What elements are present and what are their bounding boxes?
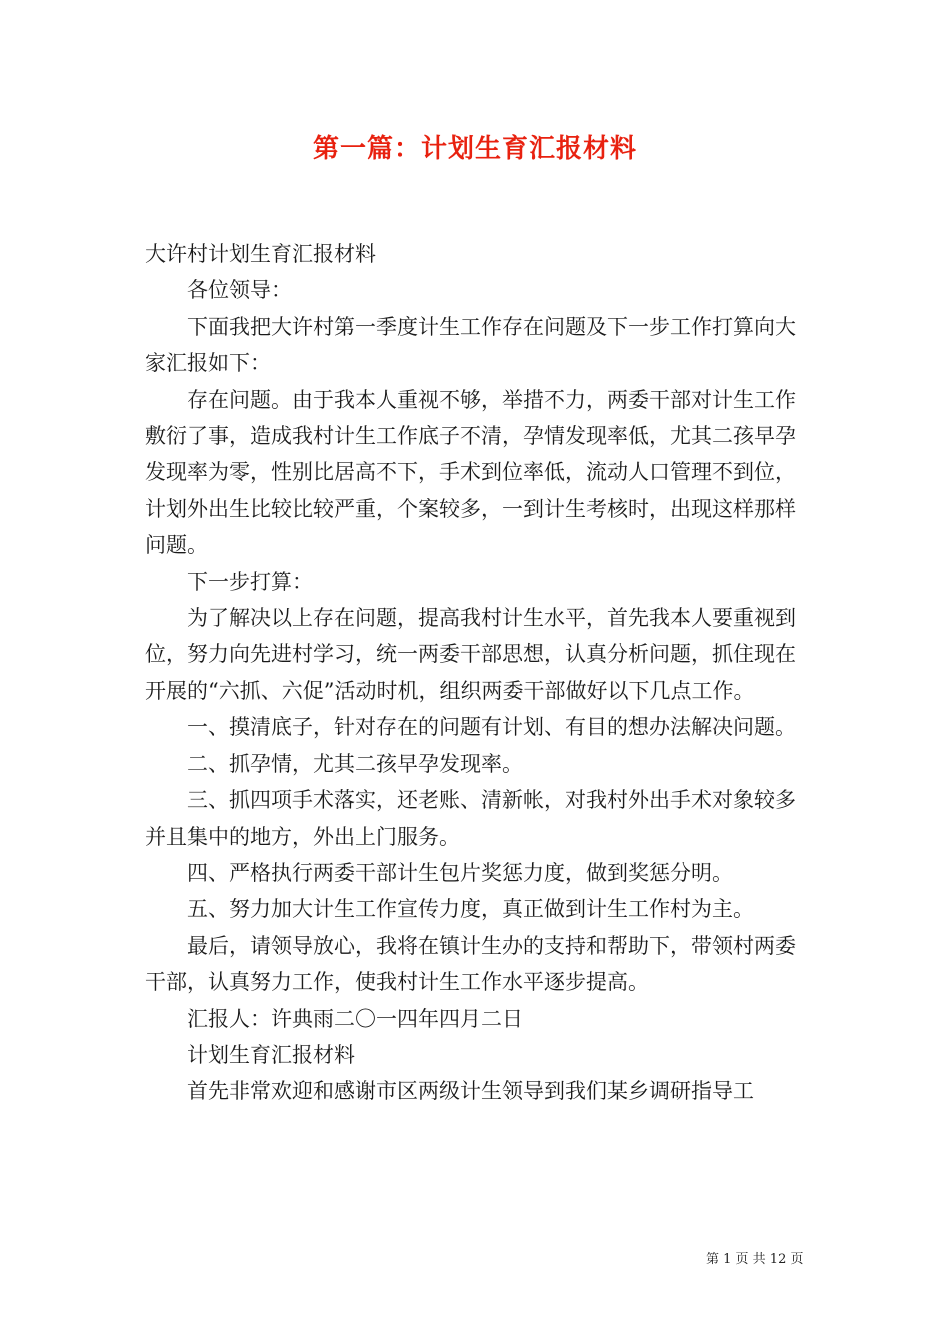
plan-paragraph: 为了解决以上存在问题，提高我村计生水平，首先我本人要重视到位，努力向先进村学习，统一两委干部思想，认真分析问题，抓住现在开展的“六抓、六促”活动时机，组织两委干部做好以下几点工作。 [145,606,796,703]
salutation-paragraph: 各位领导： [187,278,292,303]
subtitle-paragraph: 大许村计划生育汇报材料 [145,242,376,266]
second-section-title: 计划生育汇报材料 [187,1042,355,1067]
list-item-1: 一、摸清底子，针对存在的问题有计划、有目的想办法解决问题。 [187,715,796,740]
list-item-3: 三、抓四项手术落实，还老账、清新帐，对我村外出手术对象较多并且集中的地方，外出上门服务。 [145,788,796,849]
reporter-line: 汇报人：许典雨二〇一四年四月二日 [187,1006,523,1031]
problems-paragraph: 存在问题。由于我本人重视不够，举措不力，两委干部对计生工作敷衍了事，造成我村计生工作底子不清，孕情发现率低，尤其二孩早孕发现率为零，性别比居高不下，手术到位率低，流动人口管理不到位，计划外出生比较比较严重，个案较多，一到计生考核时，出现这样那样问题。 [145,387,796,558]
second-section-opening: 首先非常欢迎和感谢市区两级计生领导到我们某乡调研指导工 [187,1079,754,1104]
list-item-5: 五、努力加大计生工作宣传力度，真正做到计生工作村为主。 [187,897,754,922]
intro-paragraph: 下面我把大许村第一季度计生工作存在问题及下一步工作打算向大家汇报如下： [145,314,796,376]
next-steps-heading: 下一步打算： [187,569,313,594]
closing-paragraph: 最后，请领导放心，我将在镇计生办的支持和帮助下，带领村两委干部，认真努力工作，使我村计生工作水平逐步提高。 [145,933,796,995]
list-item-4: 四、严格执行两委干部计生包片奖惩力度，做到奖惩分明。 [187,860,733,885]
document-title: 第一篇：计划生育汇报材料 [312,134,637,164]
list-item-2: 二、抓孕情，尤其二孩早孕发现率。 [187,751,523,776]
page-number: 第 1 页 共 12 页 [706,1252,804,1267]
document-body [145,236,807,1110]
